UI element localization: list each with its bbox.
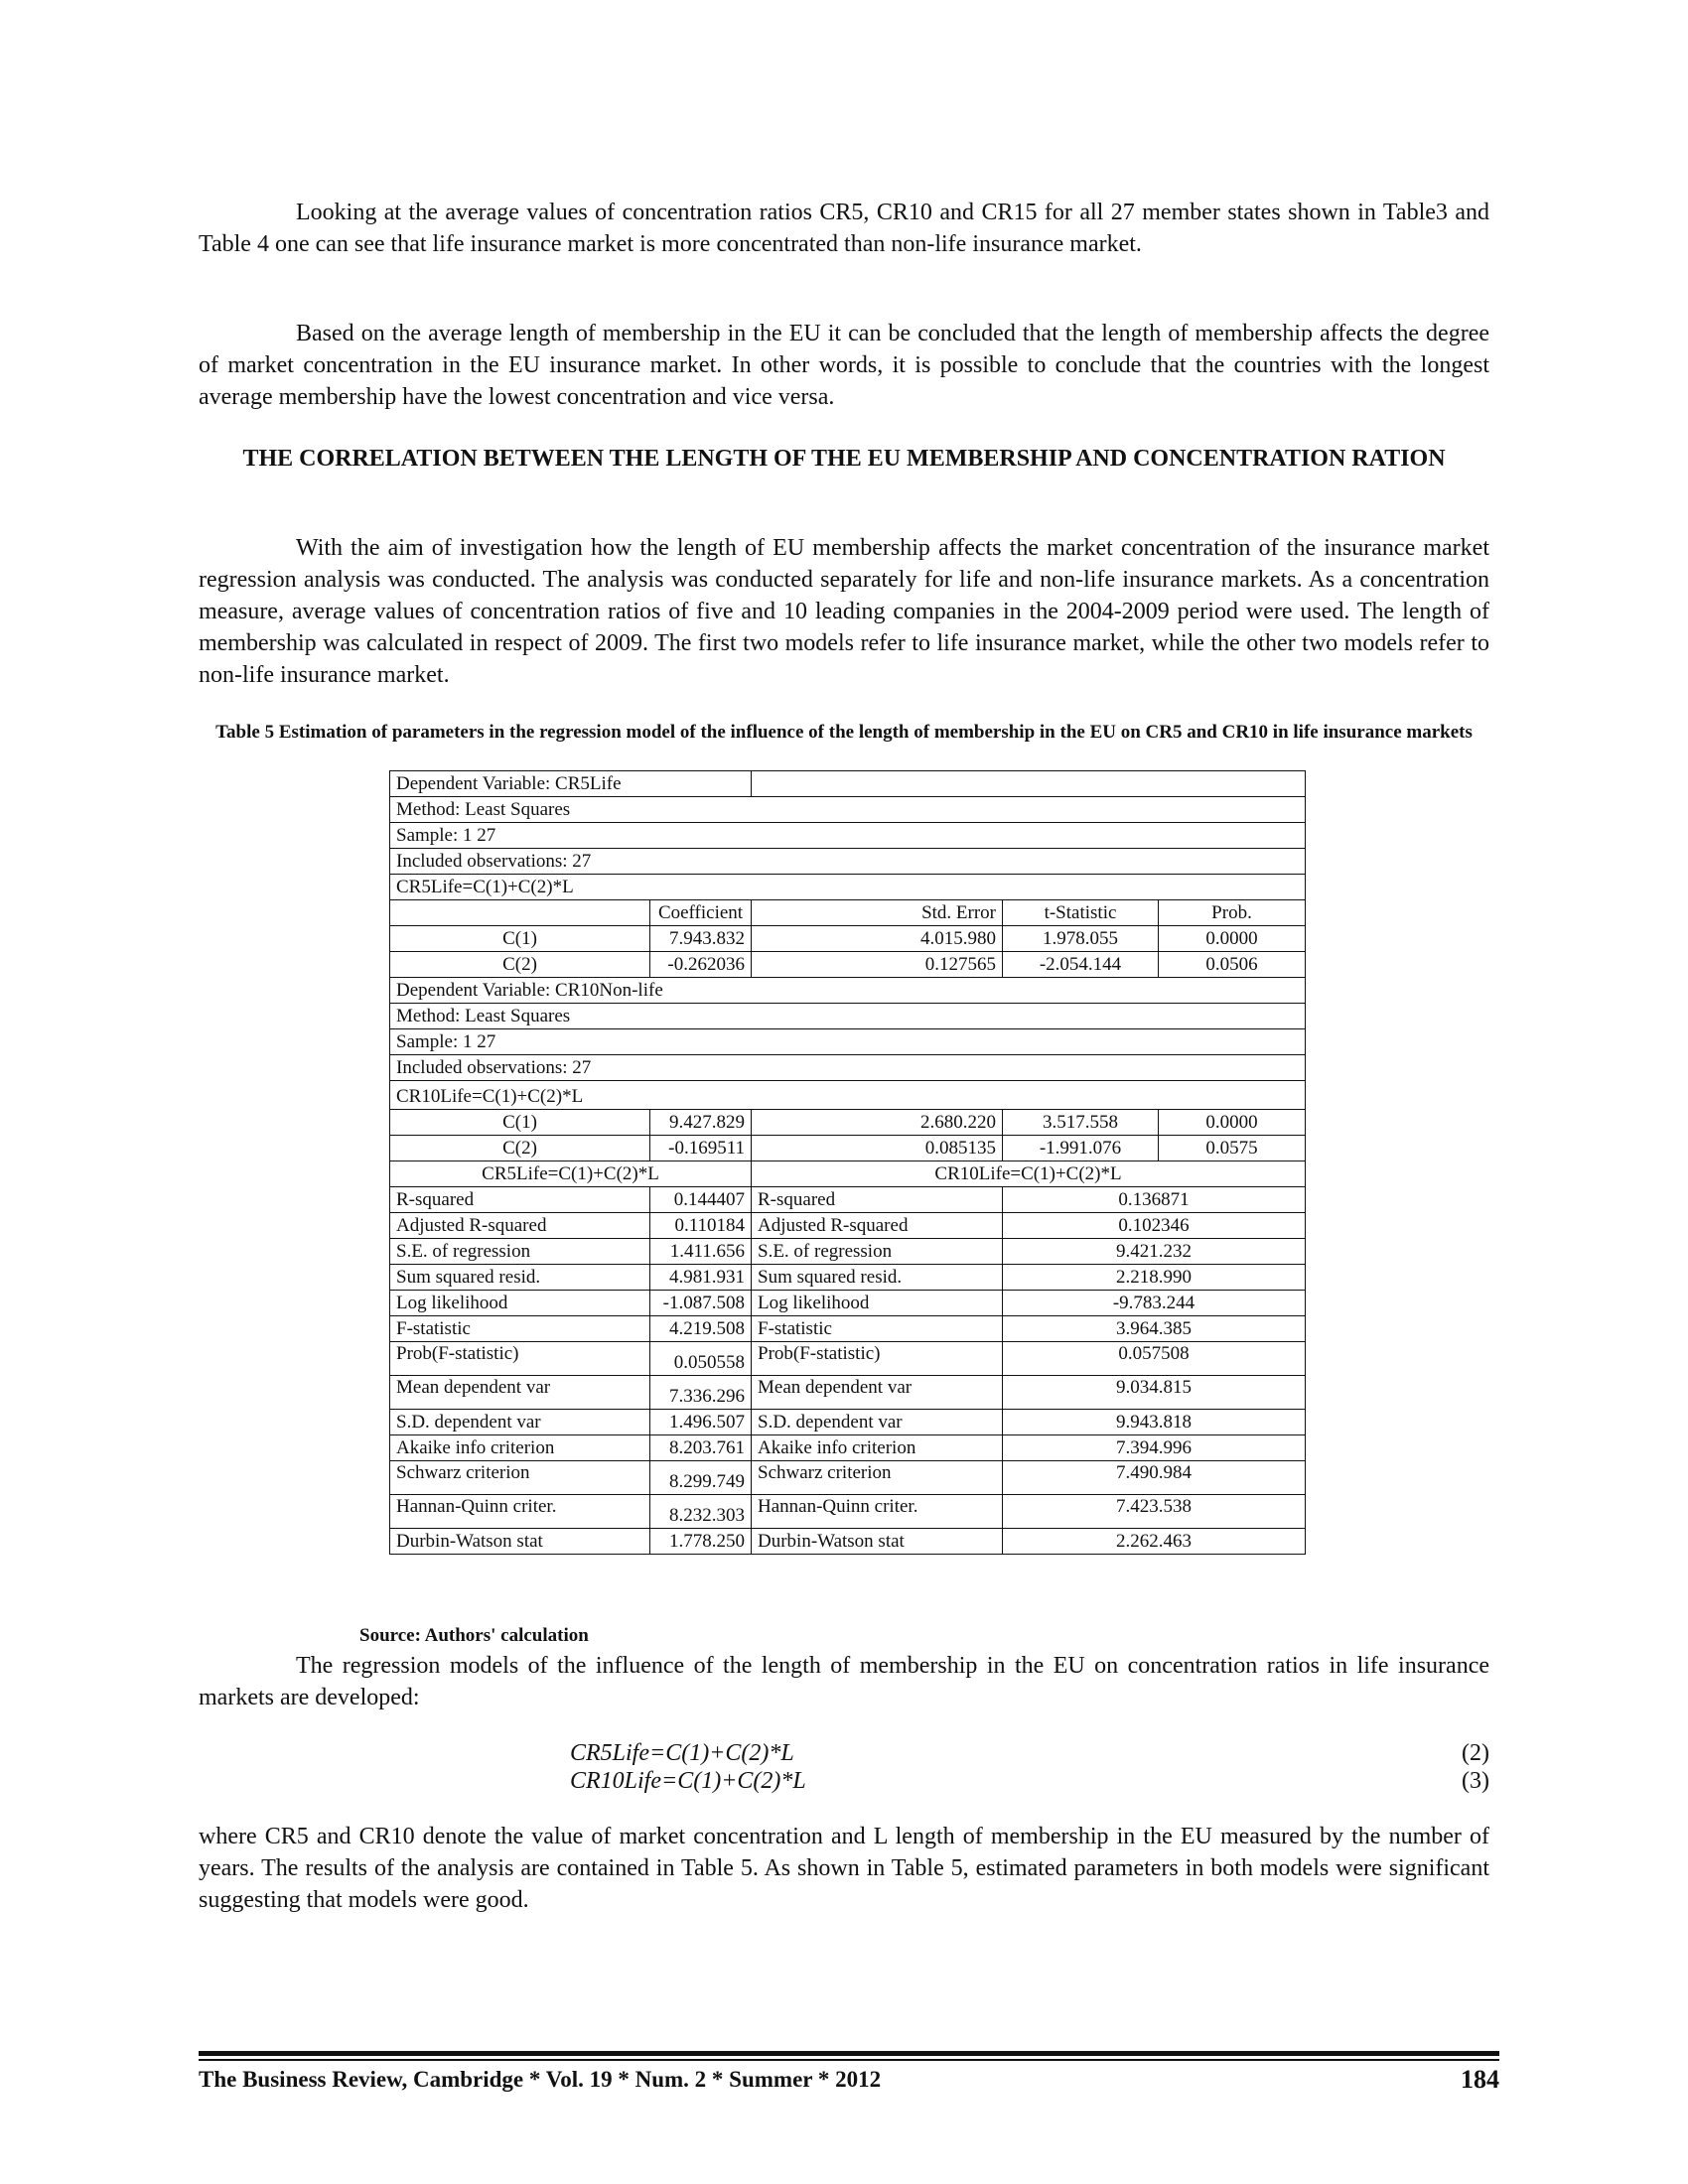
stat-label: Schwarz criterion bbox=[390, 1461, 650, 1495]
stats-row bbox=[390, 1529, 1306, 1555]
stat-label: Akaike info criterion bbox=[390, 1435, 650, 1461]
stat-value-model1: 1.411.656 bbox=[650, 1239, 752, 1265]
stats-row bbox=[390, 1213, 1306, 1239]
table-row bbox=[390, 875, 1306, 900]
footer-rule bbox=[199, 2051, 1499, 2056]
cell-se: 2.680.220 bbox=[752, 1110, 1003, 1136]
stat-value-model2: 0.057508 bbox=[1003, 1342, 1306, 1376]
stat-value-model1: 8.299.749 bbox=[650, 1461, 752, 1495]
page-number: 184 bbox=[1461, 2065, 1499, 2094]
stat-label: S.E. of regression bbox=[390, 1239, 650, 1265]
table-row bbox=[390, 1055, 1306, 1081]
header-std-error: Std. Error bbox=[752, 900, 1003, 926]
stats-row bbox=[390, 1376, 1306, 1410]
equation-3-number: (3) bbox=[1462, 1768, 1489, 1794]
model2-method: Method: Least Squares bbox=[390, 1004, 1306, 1029]
stat-value-model1: 8.203.761 bbox=[650, 1435, 752, 1461]
table-row bbox=[390, 823, 1306, 849]
stat-value-model1: 4.981.931 bbox=[650, 1265, 752, 1291]
table-row bbox=[390, 1136, 1306, 1161]
journal-footer: The Business Review, Cambridge * Vol. 19 * Num. 2 * Summer * 2012 bbox=[199, 2067, 882, 2092]
header-t-stat: t-Statistic bbox=[1003, 900, 1159, 926]
stats-row bbox=[390, 1495, 1306, 1529]
table-row bbox=[390, 952, 1306, 978]
stat-label-model2: Adjusted R-squared bbox=[752, 1213, 1003, 1239]
model2-equation: CR10Life=C(1)+C(2)*L bbox=[390, 1081, 1306, 1110]
stat-label: S.D. dependent var bbox=[390, 1410, 650, 1435]
stats-header-right: CR10Life=C(1)+C(2)*L bbox=[752, 1161, 1306, 1187]
table-source: Source: Authors' calculation bbox=[359, 1625, 589, 1646]
model1-dep-var: Dependent Variable: CR5Life bbox=[390, 771, 752, 797]
cell-se: 4.015.980 bbox=[752, 926, 1003, 952]
stat-label-model2: Hannan-Quinn criter. bbox=[752, 1495, 1003, 1529]
cell-p: 0.0575 bbox=[1159, 1136, 1306, 1161]
stat-label-model2: Prob(F-statistic) bbox=[752, 1342, 1003, 1376]
stat-value-model2: 2.218.990 bbox=[1003, 1265, 1306, 1291]
paragraph-4: The regression models of the influence of the length of membership in the EU on concentration ratios in life insurance markets are developed: bbox=[199, 1653, 1489, 1710]
paragraph-2: Based on the average length of membership in the EU it can be concluded that the length of membership affects the degree of market concentration in the EU insurance market. In other words, it is possible to conclude that the countries with the longest average membership have the lowest concentration and vice versa. bbox=[199, 321, 1489, 410]
cell-p: 0.0000 bbox=[1159, 1110, 1306, 1136]
stats-row bbox=[390, 1435, 1306, 1461]
stat-label: Sum squared resid. bbox=[390, 1265, 650, 1291]
table-row bbox=[390, 1029, 1306, 1055]
table-row bbox=[390, 1081, 1306, 1110]
model2-dep-var: Dependent Variable: CR10Non-life bbox=[390, 978, 1306, 1004]
table-caption: Table 5 Estimation of parameters in the regression model of the influence of the length of membership in the EU on CR5 and CR10 in life insurance markets bbox=[215, 722, 1473, 743]
stat-value-model1: 4.219.508 bbox=[650, 1316, 752, 1342]
paragraph-5: where CR5 and CR10 denote the value of market concentration and L length of membership in the EU measured by the number of years. The results of the analysis are contained in Table 5. As shown in Table 5, estimated parameters in both models were significant suggesting that models were good. bbox=[199, 1824, 1489, 1913]
stat-value-model1: 1.496.507 bbox=[650, 1410, 752, 1435]
stat-label-model2: Mean dependent var bbox=[752, 1376, 1003, 1410]
stat-value-model2: 0.102346 bbox=[1003, 1213, 1306, 1239]
model1-sample: Sample: 1 27 bbox=[390, 823, 1306, 849]
stats-header-row bbox=[390, 1161, 1306, 1187]
stat-value-model2: 2.262.463 bbox=[1003, 1529, 1306, 1555]
cell-var: C(2) bbox=[390, 952, 650, 978]
stat-label: F-statistic bbox=[390, 1316, 650, 1342]
paragraph-1: Looking at the average values of concentration ratios CR5, CR10 and CR15 for all 27 member states shown in Table3 and Table 4 one can see that life insurance market is more concentrated than non-life insurance market. bbox=[199, 200, 1489, 257]
table-row bbox=[390, 849, 1306, 875]
cell-se: 0.127565 bbox=[752, 952, 1003, 978]
stats-row bbox=[390, 1265, 1306, 1291]
table-row bbox=[390, 926, 1306, 952]
table-header-row bbox=[390, 900, 1306, 926]
stat-label-model2: Durbin-Watson stat bbox=[752, 1529, 1003, 1555]
equation-2: CR5Life=C(1)+C(2)*L bbox=[570, 1740, 794, 1766]
stats-row bbox=[390, 1461, 1306, 1495]
regression-table bbox=[389, 770, 1306, 1555]
stats-row bbox=[390, 1342, 1306, 1376]
cell-t: 1.978.055 bbox=[1003, 926, 1159, 952]
model1-method: Method: Least Squares bbox=[390, 797, 1306, 823]
model1-obs: Included observations: 27 bbox=[390, 849, 1306, 875]
stat-value-model1: 0.110184 bbox=[650, 1213, 752, 1239]
stat-value-model2: 0.136871 bbox=[1003, 1187, 1306, 1213]
stats-row bbox=[390, 1239, 1306, 1265]
cell-coef: -0.169511 bbox=[650, 1136, 752, 1161]
stat-label: Durbin-Watson stat bbox=[390, 1529, 650, 1555]
stat-label-model2: S.D. dependent var bbox=[752, 1410, 1003, 1435]
cell-var: C(2) bbox=[390, 1136, 650, 1161]
cell-coef: -0.262036 bbox=[650, 952, 752, 978]
stat-label-model2: S.E. of regression bbox=[752, 1239, 1003, 1265]
stat-value-model2: 3.964.385 bbox=[1003, 1316, 1306, 1342]
cell-p: 0.0506 bbox=[1159, 952, 1306, 978]
stat-label: Log likelihood bbox=[390, 1291, 650, 1316]
cell-t: -2.054.144 bbox=[1003, 952, 1159, 978]
stats-header-left: CR5Life=C(1)+C(2)*L bbox=[390, 1161, 752, 1187]
stat-value-model1: 0.050558 bbox=[650, 1342, 752, 1376]
table-row bbox=[390, 1110, 1306, 1136]
stats-row bbox=[390, 1291, 1306, 1316]
stat-value-model2: 9.943.818 bbox=[1003, 1410, 1306, 1435]
table-row bbox=[390, 771, 1306, 797]
cell-t: 3.517.558 bbox=[1003, 1110, 1159, 1136]
stat-label: Hannan-Quinn criter. bbox=[390, 1495, 650, 1529]
stat-value-model2: 7.490.984 bbox=[1003, 1461, 1306, 1495]
cell-coef: 7.943.832 bbox=[650, 926, 752, 952]
stat-value-model2: 9.034.815 bbox=[1003, 1376, 1306, 1410]
stat-label: Mean dependent var bbox=[390, 1376, 650, 1410]
cell-t: -1.991.076 bbox=[1003, 1136, 1159, 1161]
cell-var: C(1) bbox=[390, 1110, 650, 1136]
stat-label-model2: F-statistic bbox=[752, 1316, 1003, 1342]
equation-3: CR10Life=C(1)+C(2)*L bbox=[570, 1768, 806, 1794]
paragraph-3: With the aim of investigation how the length of EU membership affects the market concentration of the insurance market regression analysis was conducted. The analysis was conducted separately for life and non-life insurance markets. As a concentration measure, average values of concentration ratios of five and 10 leading companies in the 2004-2009 period were used. The length of membership was calculated in respect of 2009. The first two models refer to life insurance market, while the other two models refer to non-life insurance market. bbox=[199, 535, 1489, 688]
stat-label-model2: Akaike info criterion bbox=[752, 1435, 1003, 1461]
stat-label-model2: Log likelihood bbox=[752, 1291, 1003, 1316]
stat-value-model1: 1.778.250 bbox=[650, 1529, 752, 1555]
table-row bbox=[390, 1004, 1306, 1029]
stat-value-model1: -1.087.508 bbox=[650, 1291, 752, 1316]
header-coefficient: Coefficient bbox=[650, 900, 752, 926]
stats-row bbox=[390, 1187, 1306, 1213]
cell-coef: 9.427.829 bbox=[650, 1110, 752, 1136]
stat-label: Adjusted R-squared bbox=[390, 1213, 650, 1239]
stats-row bbox=[390, 1410, 1306, 1435]
stat-label-model2: Sum squared resid. bbox=[752, 1265, 1003, 1291]
model2-obs: Included observations: 27 bbox=[390, 1055, 1306, 1081]
header-prob: Prob. bbox=[1159, 900, 1306, 926]
equation-2-number: (2) bbox=[1462, 1740, 1489, 1766]
table-row bbox=[390, 978, 1306, 1004]
stat-label-model2: R-squared bbox=[752, 1187, 1003, 1213]
stats-row bbox=[390, 1316, 1306, 1342]
stat-label: Prob(F-statistic) bbox=[390, 1342, 650, 1376]
stat-value-model1: 7.336.296 bbox=[650, 1376, 752, 1410]
stat-value-model2: -9.783.244 bbox=[1003, 1291, 1306, 1316]
model1-equation: CR5Life=C(1)+C(2)*L bbox=[390, 875, 1306, 900]
stat-value-model1: 8.232.303 bbox=[650, 1495, 752, 1529]
stat-value-model2: 7.394.996 bbox=[1003, 1435, 1306, 1461]
stat-label: R-squared bbox=[390, 1187, 650, 1213]
section-heading: THE CORRELATION BETWEEN THE LENGTH OF THE EU MEMBERSHIP AND CONCENTRATION RATION bbox=[242, 446, 1446, 472]
table-row bbox=[390, 797, 1306, 823]
stat-value-model2: 7.423.538 bbox=[1003, 1495, 1306, 1529]
cell-se: 0.085135 bbox=[752, 1136, 1003, 1161]
model2-sample: Sample: 1 27 bbox=[390, 1029, 1306, 1055]
stat-value-model2: 9.421.232 bbox=[1003, 1239, 1306, 1265]
footer-rule-thin bbox=[199, 2059, 1499, 2061]
cell-var: C(1) bbox=[390, 926, 650, 952]
stat-value-model1: 0.144407 bbox=[650, 1187, 752, 1213]
cell-p: 0.0000 bbox=[1159, 926, 1306, 952]
stat-label-model2: Schwarz criterion bbox=[752, 1461, 1003, 1495]
